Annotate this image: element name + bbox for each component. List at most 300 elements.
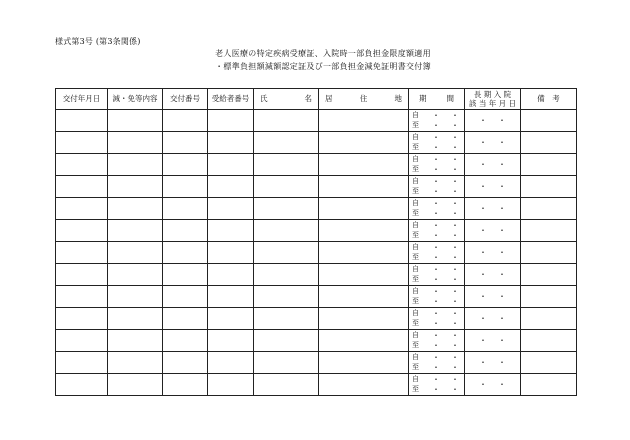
issue-number-cell[interactable]: [163, 198, 208, 220]
reduction-content-cell[interactable]: [108, 154, 163, 176]
remarks-cell[interactable]: [521, 110, 577, 132]
period-from-line: [409, 309, 464, 319]
table-row: [56, 374, 577, 396]
date-separators: [422, 134, 459, 142]
date-separator: ・: [451, 340, 459, 350]
period-from-line: [409, 155, 464, 165]
date-separators: [422, 188, 459, 196]
date-separators: [422, 210, 459, 218]
date-separator: ・: [498, 357, 506, 367]
period-cell[interactable]: [409, 374, 465, 396]
date-separator: ・: [451, 120, 459, 130]
period-cell[interactable]: [409, 176, 465, 198]
date-separators: [422, 222, 459, 230]
table-row: [56, 198, 577, 220]
period-from-line: [409, 375, 464, 385]
date-separators: [465, 315, 520, 323]
name-cell[interactable]: [254, 154, 319, 176]
date-separator: ・: [498, 313, 506, 323]
issue-date-cell[interactable]: [56, 242, 108, 264]
date-separator: ・: [498, 137, 506, 147]
reduction-content-cell[interactable]: [108, 110, 163, 132]
date-separators: [422, 364, 459, 372]
period-to-line: [409, 297, 464, 307]
period-from-label: 自: [412, 309, 419, 317]
period-to-line: [409, 319, 464, 329]
col-name-right: 名: [304, 94, 312, 104]
issue-date-cell[interactable]: [56, 264, 108, 286]
period-to-line: [409, 143, 464, 153]
date-separators: [465, 227, 520, 235]
document-title-line-1: 老人医療の特定疾病受療証、入院時一部負担金限度額適用: [215, 49, 431, 58]
date-separators: [422, 386, 459, 394]
date-separator: ・: [432, 132, 440, 142]
long-term-date-cell[interactable]: [465, 374, 521, 396]
recipient-number-cell[interactable]: [208, 308, 254, 330]
date-separator: ・: [479, 247, 487, 257]
date-separator: ・: [432, 384, 440, 394]
col-long-term-line1: 長 期 入 院: [473, 90, 512, 99]
table-row: [56, 154, 577, 176]
date-separators: [422, 266, 459, 274]
date-separators: [422, 178, 459, 186]
date-separators: [422, 122, 459, 130]
col-reduction-content: 減・免等内容: [108, 89, 163, 110]
long-term-date-cell[interactable]: [465, 220, 521, 242]
date-separator: ・: [479, 203, 487, 213]
issue-date-cell[interactable]: [56, 308, 108, 330]
address-cell[interactable]: [319, 352, 409, 374]
period-cell[interactable]: [409, 264, 465, 286]
period-to-label: 至: [412, 187, 419, 195]
period-from-line: [409, 353, 464, 363]
date-separator: ・: [498, 203, 506, 213]
reduction-content-cell[interactable]: [108, 308, 163, 330]
col-address: [319, 89, 409, 110]
remarks-cell[interactable]: [521, 264, 577, 286]
period-to-label: 至: [412, 275, 419, 283]
issue-date-cell[interactable]: [56, 176, 108, 198]
date-separator: ・: [451, 198, 459, 208]
period-to-label: 至: [412, 253, 419, 261]
period-to-label: 至: [412, 319, 419, 327]
date-separator: ・: [432, 164, 440, 174]
table-row: [56, 264, 577, 286]
period-cell[interactable]: [409, 352, 465, 374]
period-cell[interactable]: [409, 154, 465, 176]
period-to-label: 至: [412, 385, 419, 393]
issue-number-cell[interactable]: [163, 264, 208, 286]
date-separator: ・: [498, 379, 506, 389]
date-separator: ・: [451, 164, 459, 174]
remarks-cell[interactable]: [521, 242, 577, 264]
name-cell[interactable]: [254, 110, 319, 132]
name-cell[interactable]: [254, 242, 319, 264]
date-separator: ・: [432, 110, 440, 120]
issue-date-cell[interactable]: [56, 330, 108, 352]
date-separator: ・: [498, 181, 506, 191]
period-from-label: 自: [412, 155, 419, 163]
remarks-cell[interactable]: [521, 374, 577, 396]
long-term-date-cell[interactable]: [465, 154, 521, 176]
period-from-line: [409, 133, 464, 143]
period-cell[interactable]: [409, 198, 465, 220]
date-separators: [422, 200, 459, 208]
reduction-content-cell[interactable]: [108, 198, 163, 220]
period-cell[interactable]: [409, 286, 465, 308]
period-cell[interactable]: [409, 132, 465, 154]
long-term-date-cell[interactable]: [465, 132, 521, 154]
period-from-line: [409, 111, 464, 121]
date-separator: ・: [451, 286, 459, 296]
recipient-number-cell[interactable]: [208, 352, 254, 374]
period-to-line: [409, 231, 464, 241]
date-separator: ・: [432, 120, 440, 130]
col-period: [409, 89, 465, 110]
period-cell[interactable]: [409, 330, 465, 352]
period-from-label: 自: [412, 133, 419, 141]
date-separator: ・: [432, 318, 440, 328]
address-cell[interactable]: [319, 110, 409, 132]
col-name: [254, 89, 319, 110]
reduction-content-cell[interactable]: [108, 132, 163, 154]
issue-date-cell[interactable]: [56, 220, 108, 242]
col-name-left: 氏: [260, 94, 268, 104]
date-separator: ・: [498, 159, 506, 169]
issue-number-cell[interactable]: [163, 330, 208, 352]
recipient-number-cell[interactable]: [208, 286, 254, 308]
address-cell[interactable]: [319, 264, 409, 286]
date-separator: ・: [451, 274, 459, 284]
date-separator: ・: [479, 115, 487, 125]
period-to-line: [409, 121, 464, 131]
date-separator: ・: [432, 230, 440, 240]
date-separator: ・: [479, 357, 487, 367]
name-cell[interactable]: [254, 352, 319, 374]
recipient-number-cell[interactable]: [208, 198, 254, 220]
period-from-label: 自: [412, 265, 419, 273]
date-separators: [465, 359, 520, 367]
period-cell[interactable]: [409, 308, 465, 330]
remarks-cell[interactable]: [521, 220, 577, 242]
date-separator: ・: [432, 186, 440, 196]
date-separator: ・: [451, 330, 459, 340]
date-separator: ・: [451, 176, 459, 186]
date-separators: [422, 310, 459, 318]
long-term-date-cell[interactable]: [465, 110, 521, 132]
date-separator: ・: [432, 340, 440, 350]
period-cell[interactable]: [409, 242, 465, 264]
date-separators: [465, 271, 520, 279]
date-separator: ・: [432, 242, 440, 252]
period-from-line: [409, 265, 464, 275]
col-issue-number: 交付番号: [163, 89, 208, 110]
period-from-label: 自: [412, 199, 419, 207]
date-separators: [422, 166, 459, 174]
recipient-number-cell[interactable]: [208, 264, 254, 286]
date-separators: [422, 232, 459, 240]
table-row: [56, 132, 577, 154]
remarks-cell[interactable]: [521, 154, 577, 176]
date-separators: [465, 117, 520, 125]
reduction-content-cell[interactable]: [108, 374, 163, 396]
table-row: [56, 286, 577, 308]
recipient-number-cell[interactable]: [208, 330, 254, 352]
issue-date-cell[interactable]: [56, 132, 108, 154]
address-cell[interactable]: [319, 242, 409, 264]
reduction-content-cell[interactable]: [108, 242, 163, 264]
period-to-line: [409, 253, 464, 263]
period-to-line: [409, 209, 464, 219]
col-remarks: 備 考: [521, 89, 577, 110]
period-from-label: 自: [412, 243, 419, 251]
long-term-date-cell[interactable]: [465, 242, 521, 264]
date-separator: ・: [432, 176, 440, 186]
name-cell[interactable]: [254, 264, 319, 286]
name-cell[interactable]: [254, 308, 319, 330]
date-separator: ・: [451, 384, 459, 394]
issue-date-cell[interactable]: [56, 374, 108, 396]
remarks-cell[interactable]: [521, 132, 577, 154]
period-from-line: [409, 243, 464, 253]
date-separator: ・: [432, 252, 440, 262]
date-separator: ・: [432, 198, 440, 208]
recipient-number-cell[interactable]: [208, 176, 254, 198]
col-address-b: 住: [359, 94, 368, 104]
period-from-label: 自: [412, 375, 419, 383]
address-cell[interactable]: [319, 132, 409, 154]
date-separator: ・: [451, 142, 459, 152]
date-separator: ・: [451, 308, 459, 318]
recipient-number-cell[interactable]: [208, 374, 254, 396]
date-separators: [422, 144, 459, 152]
issue-number-cell[interactable]: [163, 176, 208, 198]
date-separator: ・: [432, 154, 440, 164]
date-separator: ・: [479, 291, 487, 301]
period-from-label: 自: [412, 177, 419, 185]
remarks-cell[interactable]: [521, 286, 577, 308]
recipient-number-cell[interactable]: [208, 242, 254, 264]
period-from-line: [409, 287, 464, 297]
address-cell[interactable]: [319, 374, 409, 396]
date-separator: ・: [479, 181, 487, 191]
period-from-line: [409, 221, 464, 231]
long-term-date-cell[interactable]: [465, 176, 521, 198]
name-cell[interactable]: [254, 286, 319, 308]
reduction-content-cell[interactable]: [108, 330, 163, 352]
date-separator: ・: [451, 252, 459, 262]
long-term-date-cell[interactable]: [465, 264, 521, 286]
date-separators: [465, 139, 520, 147]
remarks-cell[interactable]: [521, 308, 577, 330]
date-separator: ・: [498, 335, 506, 345]
issue-number-cell[interactable]: [163, 154, 208, 176]
long-term-date-cell[interactable]: [465, 308, 521, 330]
date-separator: ・: [498, 225, 506, 235]
col-long-term-line2: 該 当 年 月 日: [468, 99, 517, 108]
date-separator: ・: [479, 159, 487, 169]
issue-number-cell[interactable]: [163, 374, 208, 396]
recipient-number-cell[interactable]: [208, 220, 254, 242]
name-cell[interactable]: [254, 176, 319, 198]
date-separator: ・: [432, 308, 440, 318]
date-separator: ・: [479, 379, 487, 389]
name-cell[interactable]: [254, 374, 319, 396]
table-row: [56, 352, 577, 374]
address-cell[interactable]: [319, 330, 409, 352]
address-cell[interactable]: [319, 176, 409, 198]
date-separator: ・: [479, 269, 487, 279]
date-separator: ・: [451, 318, 459, 328]
name-cell[interactable]: [254, 132, 319, 154]
remarks-cell[interactable]: [521, 330, 577, 352]
reduction-content-cell[interactable]: [108, 286, 163, 308]
long-term-date-cell[interactable]: [465, 352, 521, 374]
period-to-label: 至: [412, 297, 419, 305]
recipient-number-cell[interactable]: [208, 132, 254, 154]
address-cell[interactable]: [319, 198, 409, 220]
recipient-number-cell[interactable]: [208, 110, 254, 132]
issue-number-cell[interactable]: [163, 286, 208, 308]
issue-number-cell[interactable]: [163, 132, 208, 154]
date-separator: ・: [451, 230, 459, 240]
date-separator: ・: [479, 137, 487, 147]
period-to-label: 至: [412, 231, 419, 239]
register-body: [56, 110, 577, 396]
table-row: [56, 110, 577, 132]
issue-number-cell[interactable]: [163, 220, 208, 242]
reduction-content-cell[interactable]: [108, 176, 163, 198]
date-separators: [422, 354, 459, 362]
col-issue-date: 交付年月日: [56, 89, 108, 110]
document-title-line-2: ・標準負担額減額認定証及び一部負担金減免証明書交付簿: [215, 62, 431, 71]
address-cell[interactable]: [319, 308, 409, 330]
period-to-label: 至: [412, 363, 419, 371]
period-from-label: 自: [412, 287, 419, 295]
date-separators: [465, 337, 520, 345]
reduction-content-cell[interactable]: [108, 220, 163, 242]
name-cell[interactable]: [254, 198, 319, 220]
date-separator: ・: [451, 154, 459, 164]
col-recipient-number: 受給者番号: [208, 89, 254, 110]
col-address-c: 地: [394, 94, 402, 104]
issue-number-cell[interactable]: [163, 352, 208, 374]
date-separator: ・: [432, 362, 440, 372]
period-from-line: [409, 177, 464, 187]
period-from-line: [409, 331, 464, 341]
col-address-a: 居: [325, 94, 333, 104]
issue-date-cell[interactable]: [56, 352, 108, 374]
period-from-label: 自: [412, 353, 419, 361]
remarks-cell[interactable]: [521, 176, 577, 198]
date-separators: [465, 381, 520, 389]
date-separator: ・: [432, 296, 440, 306]
date-separators: [422, 298, 459, 306]
date-separator: ・: [432, 330, 440, 340]
date-separator: ・: [432, 286, 440, 296]
name-cell[interactable]: [254, 220, 319, 242]
table-row: [56, 330, 577, 352]
period-to-line: [409, 363, 464, 373]
period-to-line: [409, 165, 464, 175]
long-term-date-cell[interactable]: [465, 330, 521, 352]
issuance-register-table: [55, 88, 577, 396]
period-from-label: 自: [412, 111, 419, 119]
period-cell[interactable]: [409, 220, 465, 242]
address-cell[interactable]: [319, 154, 409, 176]
remarks-cell[interactable]: [521, 352, 577, 374]
issue-date-cell[interactable]: [56, 286, 108, 308]
date-separators: [422, 332, 459, 340]
period-to-label: 至: [412, 341, 419, 349]
issue-number-cell[interactable]: [163, 308, 208, 330]
date-separator: ・: [451, 374, 459, 384]
date-separator: ・: [432, 274, 440, 284]
long-term-date-cell[interactable]: [465, 198, 521, 220]
issue-date-cell[interactable]: [56, 154, 108, 176]
table-row: [56, 176, 577, 198]
date-separator: ・: [432, 264, 440, 274]
date-separator: ・: [451, 208, 459, 218]
address-cell[interactable]: [319, 220, 409, 242]
date-separators: [465, 205, 520, 213]
issue-date-cell[interactable]: [56, 198, 108, 220]
issue-number-cell[interactable]: [163, 242, 208, 264]
date-separator: ・: [451, 242, 459, 252]
period-from-label: 自: [412, 221, 419, 229]
date-separator: ・: [498, 269, 506, 279]
period-to-line: [409, 187, 464, 197]
col-period-left: 期: [419, 94, 427, 104]
table-row: [56, 220, 577, 242]
long-term-date-cell[interactable]: [465, 286, 521, 308]
date-separator: ・: [451, 352, 459, 362]
date-separator: ・: [451, 296, 459, 306]
period-cell[interactable]: [409, 110, 465, 132]
reduction-content-cell[interactable]: [108, 264, 163, 286]
date-separator: ・: [498, 247, 506, 257]
table-row: [56, 308, 577, 330]
period-to-line: [409, 275, 464, 285]
date-separators: [465, 293, 520, 301]
period-to-label: 至: [412, 121, 419, 129]
date-separator: ・: [432, 352, 440, 362]
issue-date-cell[interactable]: [56, 110, 108, 132]
issue-number-cell[interactable]: [163, 110, 208, 132]
remarks-cell[interactable]: [521, 198, 577, 220]
date-separator: ・: [479, 313, 487, 323]
date-separator: ・: [451, 186, 459, 196]
reduction-content-cell[interactable]: [108, 352, 163, 374]
recipient-number-cell[interactable]: [208, 154, 254, 176]
period-from-label: 自: [412, 331, 419, 339]
header-row: [56, 89, 577, 110]
date-separator: ・: [432, 142, 440, 152]
form-number: 様式第3号 (第3条関係): [55, 37, 141, 46]
period-to-label: 至: [412, 143, 419, 151]
address-cell[interactable]: [319, 286, 409, 308]
period-to-label: 至: [412, 209, 419, 217]
date-separators: [422, 288, 459, 296]
period-to-label: 至: [412, 165, 419, 173]
date-separator: ・: [498, 291, 506, 301]
date-separator: ・: [479, 225, 487, 235]
name-cell[interactable]: [254, 330, 319, 352]
date-separator: ・: [432, 208, 440, 218]
date-separators: [422, 320, 459, 328]
table-row: [56, 242, 577, 264]
date-separators: [422, 254, 459, 262]
